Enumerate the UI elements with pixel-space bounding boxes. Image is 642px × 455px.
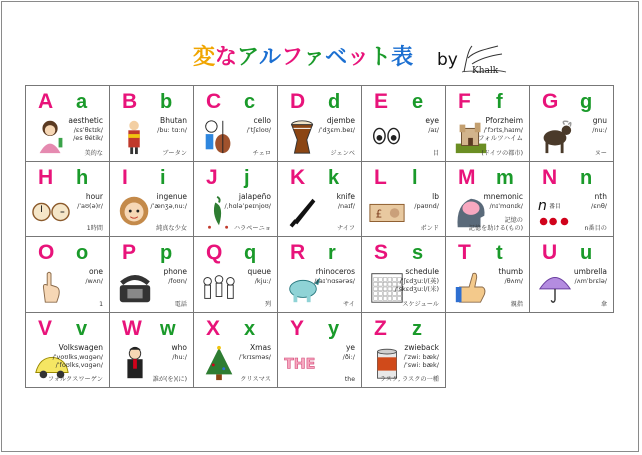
letter-cell-e <box>362 86 446 162</box>
lowercase-letter: u <box>580 242 593 264</box>
alphabet-grid <box>25 85 614 388</box>
lowercase-letter: v <box>76 317 88 340</box>
title-char: ル <box>259 45 282 70</box>
lowercase-letter: i <box>160 166 166 189</box>
title-char: 変 <box>193 45 216 70</box>
title-char: フ <box>281 45 304 70</box>
lowercase-letter: l <box>412 166 418 189</box>
lowercase-letter: k <box>328 166 340 189</box>
lowercase-letter: c <box>244 91 256 113</box>
lowercase-letter: q <box>244 242 257 264</box>
lowercase-letter: t <box>496 242 503 264</box>
letter-cell-x <box>194 313 278 389</box>
japanese-label: チェロ <box>252 149 271 157</box>
capital-letter: M <box>458 165 476 189</box>
word-label: djembe <box>326 116 355 125</box>
pronunciation-label: /ˈtʃɛloʊ/ <box>246 126 271 134</box>
japanese-label: クリスマス <box>240 376 271 383</box>
capital-letter: V <box>38 316 53 340</box>
word-label: lb <box>432 191 439 201</box>
pronunciation-label: /kju:/ <box>254 277 271 285</box>
word-label: gnu <box>592 116 607 125</box>
capital-letter: S <box>374 241 389 264</box>
pronunciation-label: /nɪˈmɑnɪk/ <box>489 201 523 210</box>
word-label: one <box>89 267 103 276</box>
capital-letter: C <box>206 90 222 113</box>
lowercase-letter: y <box>328 317 340 340</box>
japanese-label: n番目の <box>584 225 607 232</box>
lowercase-letter: a <box>76 91 88 113</box>
pronunciation-label: /bu: tɑ:n/ <box>157 126 187 134</box>
letter-cell-s <box>362 237 446 313</box>
letter-cell-u <box>530 237 614 313</box>
letter-cell-a <box>26 86 110 162</box>
capital-letter: I <box>122 165 128 189</box>
capital-letter: R <box>290 241 306 264</box>
word-label: eye <box>425 116 439 125</box>
word-label: thumb <box>498 267 523 276</box>
capital-letter: F <box>458 90 471 113</box>
letter-cell-y <box>278 313 362 389</box>
word-label: rhinoceros <box>315 267 355 276</box>
word-label: ingenue <box>156 191 187 201</box>
capital-letter: D <box>290 90 306 113</box>
nth-jp: 番目 <box>549 203 561 210</box>
word-label: knife <box>336 191 355 201</box>
lowercase-letter: j <box>244 166 250 189</box>
lowercase-letter: o <box>76 242 89 264</box>
lowercase-letter: p <box>160 242 173 264</box>
japanese-label: 列 <box>264 300 271 308</box>
empty-slot <box>530 313 614 389</box>
lowercase-letter: e <box>412 91 424 113</box>
pound-symbol: £ <box>375 208 383 221</box>
letter-cell-z <box>362 313 446 389</box>
letter-cell-l <box>362 162 446 238</box>
word-label: Bhutan <box>160 116 187 125</box>
japanese-label: 記憶の 記憶を助ける(もの) <box>468 217 523 232</box>
pronunciation-label: /ˌhɑləˈpeɪnjoʊ/ <box>224 201 271 210</box>
pronunciation-label: /ɛsˈθɛtɪk/ /es θétik/ <box>73 126 103 142</box>
capital-letter: A <box>38 90 54 113</box>
title-char: ッ <box>347 45 370 70</box>
page-title <box>193 40 413 71</box>
capital-letter: O <box>38 241 55 264</box>
word-label: Volkswagen <box>58 342 103 352</box>
japanese-label: 1時間 <box>86 225 103 232</box>
word-label: ye <box>345 342 355 352</box>
japanese-label: 傘 <box>600 300 607 308</box>
letter-cell-f <box>446 86 530 162</box>
lowercase-letter: f <box>496 91 503 113</box>
letter-cell-t <box>446 237 530 313</box>
capital-letter: Z <box>374 316 387 340</box>
letter-cell-n <box>530 162 614 238</box>
word-label: schedule <box>405 267 439 276</box>
letter-cell-r <box>278 237 362 313</box>
letter-cell-j <box>194 162 278 238</box>
letter-cell-d <box>278 86 362 162</box>
empty-slot <box>446 313 530 389</box>
word-label: zwieback <box>404 342 439 352</box>
nth-symbol: n <box>537 197 547 214</box>
letter-cell-b <box>110 86 194 162</box>
japanese-label: ラスク, ラスクの一種 <box>379 376 439 383</box>
title-char: ア <box>237 45 260 70</box>
japanese-label: the <box>344 376 355 383</box>
title-char: 表 <box>391 45 414 70</box>
japanese-label: (ドイツの都市) <box>481 149 523 157</box>
word-label: queue <box>247 267 271 276</box>
title-char: ト <box>369 45 392 70</box>
lowercase-letter: m <box>496 166 514 189</box>
word-label: Xmas <box>250 342 271 352</box>
letter-cell-p <box>110 237 194 313</box>
capital-letter: Q <box>206 241 223 264</box>
word-label: cello <box>253 116 271 125</box>
title-char: な <box>215 45 238 70</box>
capital-letter: P <box>122 241 137 264</box>
word-label: jalapeño <box>238 191 271 201</box>
pronunciation-label: /ɛnθ/ <box>591 201 607 210</box>
japanese-label: ポンド <box>420 225 439 232</box>
japanese-label: 電話 <box>174 300 187 308</box>
pronunciation-label: /ˈkrɪsməs/ <box>238 352 271 361</box>
title-char: ベ <box>325 45 348 70</box>
japanese-label: 誰が(を)(に) <box>152 376 187 383</box>
japanese-label: ジェンベ <box>330 149 355 157</box>
lowercase-letter: d <box>328 91 341 113</box>
pronunciation-label: /raɪˈnɑsərəs/ <box>314 277 355 285</box>
capital-letter: H <box>38 165 54 189</box>
letter-cell-h <box>26 162 110 238</box>
japanese-label: ナイフ <box>337 225 355 232</box>
japanese-label: ブータン <box>162 149 187 157</box>
word-label: who <box>171 342 187 352</box>
lowercase-letter: b <box>160 91 173 113</box>
capital-letter: E <box>374 90 389 113</box>
capital-letter: K <box>290 165 306 189</box>
pronunciation-label: /hu:/ <box>172 352 187 361</box>
word-label: nth <box>594 191 607 201</box>
lowercase-letter: x <box>244 317 256 340</box>
japanese-label: サイ <box>343 300 355 308</box>
pronunciation-label: /ˈzwi: bæk/ /ˈswi: bæk/ <box>403 352 439 369</box>
letter-cell-c <box>194 86 278 162</box>
letter-cell-i <box>110 162 194 238</box>
pronunciation-label: /aɪ/ <box>428 126 439 134</box>
capital-letter: L <box>374 165 387 189</box>
pronunciation-label: /naɪf/ <box>337 201 355 210</box>
lowercase-letter: r <box>328 242 336 264</box>
letter-cell-w <box>110 313 194 389</box>
pronunciation-label: /ˈʃɛdʒuːl/(英) /ˈskɛdʒuːl/(米) <box>394 277 439 293</box>
japanese-label: フォルクスワーゲン <box>47 376 103 383</box>
letter-cell-m <box>446 162 530 238</box>
lowercase-letter: n <box>580 166 593 189</box>
letter-cell-o <box>26 237 110 313</box>
word-label: aesthetic <box>68 116 103 125</box>
pronunciation-label: /paʊnd/ <box>414 201 439 210</box>
pronunciation-label: /ˈfɔrtsˌhaɪm/ フォルツハイム <box>477 126 523 142</box>
lowercase-letter: s <box>412 242 424 264</box>
capital-letter: N <box>542 165 558 189</box>
letter-cell-g <box>530 86 614 162</box>
capital-letter: U <box>542 241 558 264</box>
capital-letter: X <box>206 316 221 340</box>
japanese-label: 目 <box>432 149 439 157</box>
lowercase-letter: h <box>76 166 89 189</box>
pronunciation-label: /ði:/ <box>342 352 355 361</box>
capital-letter: J <box>206 165 218 189</box>
japanese-label: 美的な <box>84 149 103 157</box>
word-label: mnemonic <box>483 191 523 201</box>
japanese-label: ヌー <box>594 149 607 157</box>
capital-letter: W <box>122 316 142 340</box>
the-text: THE <box>284 356 316 373</box>
pronunciation-label: /ˈvoʊlksˌwɑgən/ /ˈfoʊlksˌvɑgən/ <box>52 352 103 369</box>
letter-cell-k <box>278 162 362 238</box>
word-label: phone <box>163 267 187 276</box>
title-char: ァ <box>303 45 326 70</box>
capital-letter: B <box>122 90 138 113</box>
word-label: Pforzheim <box>485 116 523 125</box>
lowercase-letter: w <box>160 317 176 340</box>
pronunciation-label: /foʊn/ <box>168 277 187 285</box>
letter-cell-q <box>194 237 278 313</box>
capital-letter: Y <box>290 316 305 340</box>
pronunciation-label: /ˈdʒɛm.beɪ/ <box>318 126 355 134</box>
signature-text: Khalk <box>472 66 499 76</box>
japanese-label: スケジュール <box>402 300 439 308</box>
pronunciation-label: /ˈaʊ(ə)r/ <box>77 201 103 210</box>
word-label: umbrella <box>573 267 607 276</box>
lowercase-letter: z <box>412 317 422 340</box>
letter-cell-v <box>26 313 110 389</box>
pronunciation-label: /nu:/ <box>592 126 607 134</box>
pronunciation-label: /ʌmˈbrɛlə/ <box>574 277 607 285</box>
japanese-label: 親指 <box>510 300 523 308</box>
signature-icon <box>458 42 508 76</box>
japanese-label: 純真な少女 <box>156 225 187 232</box>
japanese-label: 1 <box>99 300 103 308</box>
pronunciation-label: /ˈænʒəˌnu:/ <box>150 201 187 210</box>
japanese-label: ハラペーニョ <box>233 225 271 232</box>
capital-letter: G <box>542 90 559 113</box>
lowercase-letter: g <box>580 91 593 113</box>
word-label: hour <box>85 191 103 201</box>
pronunciation-label: /wʌn/ <box>85 277 103 285</box>
capital-letter: T <box>458 241 471 264</box>
pronunciation-label: /θʌm/ <box>504 277 523 285</box>
byline: by <box>437 50 458 70</box>
